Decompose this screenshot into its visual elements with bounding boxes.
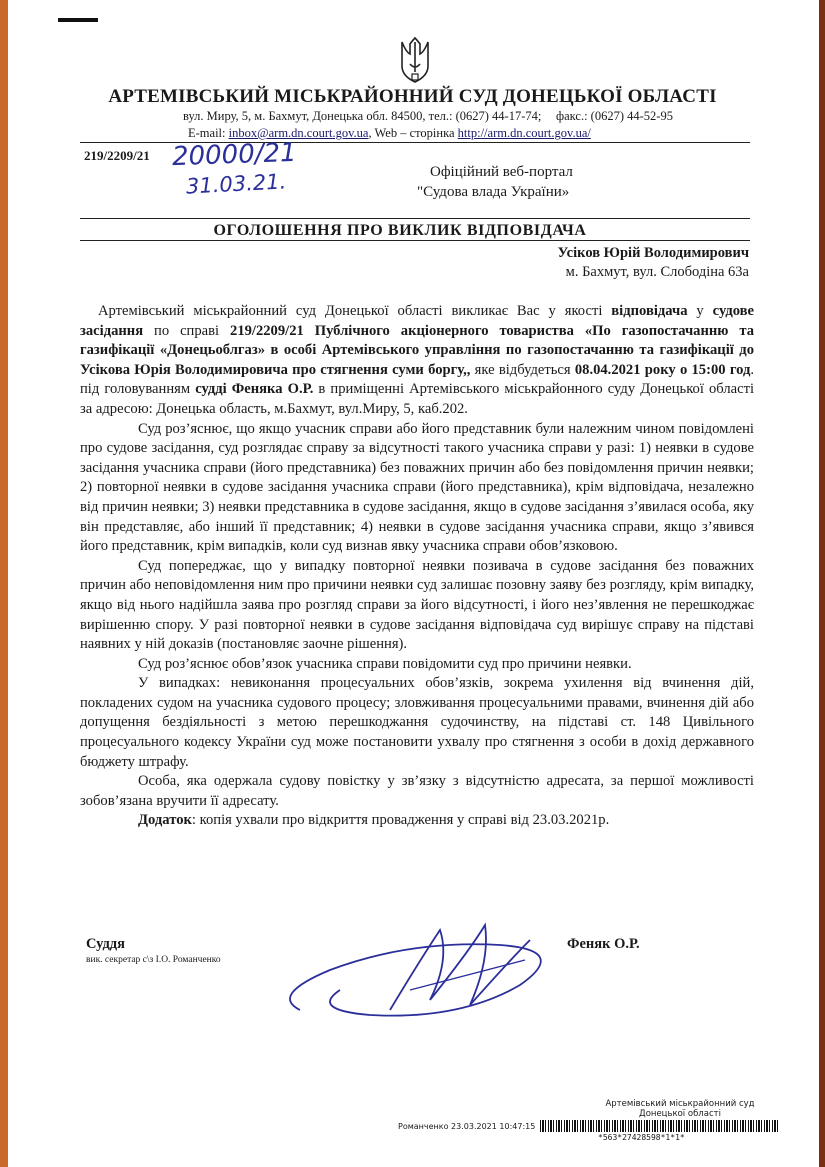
p1-text6: в приміщенні Артемівського міськрайонного суду Донецької області за адресою: Донецька область, м.Бахмут, вул.Миру, 5, каб.202.: [80, 381, 754, 417]
addressee-address: м. Бахмут, вул. Слободіна 63а: [565, 264, 749, 280]
secretary-name: вик. секретар с\з І.О. Романченко: [86, 955, 221, 965]
handwritten-registration-number: 20000/21: [171, 137, 298, 173]
web-link[interactable]: http://arm.dn.court.gov.ua/: [457, 126, 591, 140]
p1-bold-role: відповідача: [611, 303, 688, 319]
email-link[interactable]: inbox@arm.dn.court.gov.ua: [228, 126, 369, 140]
attachment-text: : копія ухвали про відкриття провадження у справі від 23.03.2021р.: [191, 812, 610, 829]
stamp-court-line1: Артемівський міськрайонний суд: [605, 1099, 755, 1109]
notice-body: [80, 302, 754, 831]
p1-text4: яке відбудеться: [470, 361, 575, 378]
recipient-line1: Офіційний веб-портал: [430, 164, 573, 180]
p1-text5: . під головуванням: [80, 361, 754, 398]
court-fax: факс.: (0627) 44-52-95: [556, 109, 673, 123]
addressee-block: [558, 244, 749, 282]
notice-title: ОГОЛОШЕННЯ ПРО ВИКЛИК ВІДПОВІДАЧА: [213, 222, 587, 239]
stamp-court-line2: Донецької області: [639, 1109, 721, 1119]
electronic-stamp-court: [590, 1099, 770, 1119]
email-label: E-mail:: [188, 126, 229, 140]
paragraph-summons: [80, 302, 754, 420]
attachment-label: Додаток: [138, 812, 192, 829]
p1-bold-hearing: судове засідання: [80, 303, 754, 339]
paragraph-fine: У випадках: невиконання процесуальних обов’язків, зокрема ухилення від вчинення дій, покладених судом на учасника судового процесу; зловживання процесуальними правами, вчинення дій або допущення бездіяльності з метою перешкоджання судочинству, на підставі ст. 148 Цивільного процесуального кодексу України суд може постановити ухвалу про стягнення з особи в дохід державного бюджету штрафу.: [80, 675, 754, 770]
paragraph-delivery: Особа, яка одержала судову повістку у зв’язку з відсутністю адресата, за першої можливості зобов’язана вручити її адресату.: [80, 773, 754, 809]
p1-text3: по справі: [143, 322, 231, 339]
paragraph-warning: Суд попереджає, що у випадку повторної неявки позивача в судове засідання без поважних причин або неповідомлення ним про причини неявки суд залишає позовну заяву без розгляду, крім випадку, якщо від нього надійшла заява про розгляд справи за його відсутності, і його нез’явлення не перешкоджає вирішенню спору. У разі повторної неявки в судове засідання відповідача суд вирішує справу на підставі наявних у ній доказів (постановляє заочне рішення).: [80, 557, 754, 653]
scan-edge-right: [819, 0, 825, 1167]
court-address: вул. Миру, 5, м. Бахмут, Донецька обл. 84500, тел.: (0627) 44-17-74;: [183, 109, 542, 123]
paragraph-attachment: [80, 811, 754, 831]
addressee-name: Усіков Юрій Володимирович: [557, 245, 749, 261]
barcode-icon: [540, 1120, 780, 1132]
p1-bold-datetime: 08.04.2021 року о 15:00 год: [574, 361, 751, 378]
scan-edge-left: [0, 0, 8, 1167]
paragraph-duty: Суд роз’яснює обов’язок учасника справи повідомити суд про причини неявки.: [138, 655, 632, 672]
p1-text2: у: [687, 303, 713, 319]
stamp-user-time: Романченко 23.03.2021 10:47:15: [398, 1122, 536, 1131]
case-number: 219/2209/21: [84, 148, 150, 163]
web-label: , Web – сторінка: [368, 126, 458, 140]
title-bottom-rule: [80, 240, 750, 241]
p1-bold-judge: судді Феняка О.Р.: [195, 381, 314, 398]
recipient-line2: "Судова влада України»: [417, 184, 570, 200]
court-name: АРТЕМІВСЬКИЙ МІСЬКРАЙОННИЙ СУД ДОНЕЦЬКОЇ ОБЛАСТІ: [108, 86, 717, 107]
scan-mark: [58, 18, 98, 22]
handwritten-date: 31.03.21.: [185, 169, 287, 199]
trident-emblem-icon: [398, 36, 432, 86]
judge-name: Феняк О.Р.: [567, 936, 640, 952]
p1-text1: Артемівський міськрайонний суд Донецької області викликає Вас у якості: [98, 303, 612, 319]
signature-label: Суддя: [86, 936, 125, 952]
stamp-code: *563*27428598*1*1*: [598, 1133, 685, 1142]
title-top-rule: [80, 218, 750, 219]
p1-bold-case: 219/2209/21 Публічного акціонерного товариства «По газопостачанню та газифікації «Донецьоблгаз» в особі Артемівського управління по газопостачанню та газифікації до Усікова Юрія Володимировича про стягнення суми боргу,,: [80, 322, 755, 378]
handwritten-signature: [270, 900, 600, 1030]
paragraph-absence-rules: Суд роз’яснює, що якщо учасник справи або його представник були належним чином повідомлені про судове засідання, суд розглядає справу за відсутності такого учасника справи у разі: 1) неявки в судове засідання учасника справи (його представника) без поважних причин або без повідомлення причин неявки; 2) повторної неявки в судове засідання учасника справи (його представника), крім відповідача, незалежно від причин неявки; 3) неявки представника в судове засідання, якщо в судове засідання з’явилася особа, яку він представляє, або інший її представник; 4) неявки в судове засідання учасника справи, якщо з’явився його представник, крім випадків, коли суд визнав явку учасника справи обов’язковою.: [80, 420, 754, 555]
